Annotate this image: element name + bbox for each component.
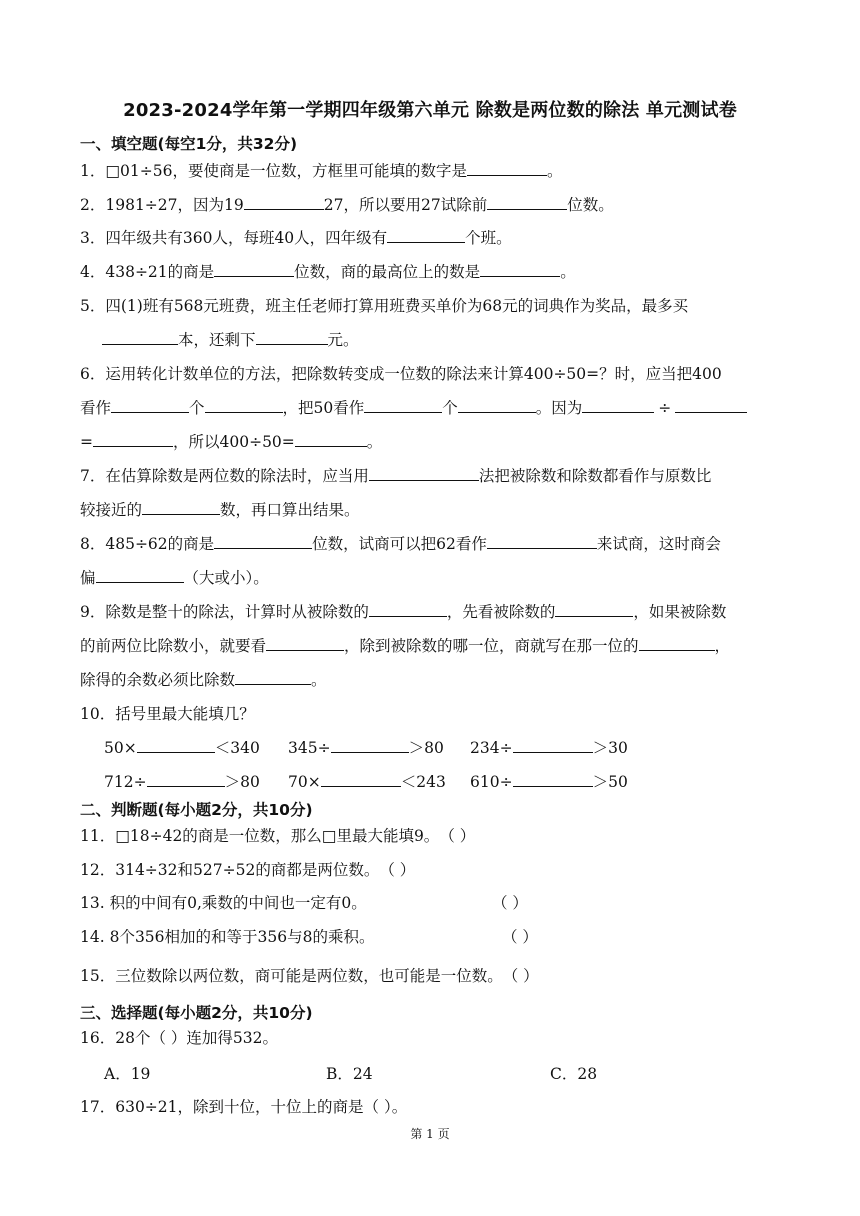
answer-paren[interactable]: （ ） bbox=[379, 861, 416, 879]
q9-text-b: ，先看被除数的 bbox=[446, 603, 556, 621]
q9-text-a: 9．除数是整十的除法，计算时从被除数的 bbox=[80, 603, 369, 621]
answer-blank[interactable] bbox=[295, 432, 367, 447]
answer-paren[interactable]: （ ） bbox=[439, 827, 476, 845]
question-6-line2 bbox=[80, 398, 747, 418]
question-9-line3 bbox=[80, 670, 327, 690]
section-heading-fill-in: 一、填空题(每空1分，共32分) bbox=[80, 135, 298, 153]
q10-row-1c bbox=[470, 738, 628, 758]
question-17 bbox=[80, 1097, 407, 1117]
answer-blank[interactable] bbox=[387, 228, 465, 243]
q15-text: 15．三位数除以两位数，商可能是两位数，也可能是一位数。 bbox=[80, 967, 503, 985]
answer-blank[interactable] bbox=[93, 432, 173, 447]
q4-text-b: 位数，商的最高位上的数是 bbox=[294, 263, 481, 281]
answer-blank[interactable] bbox=[147, 772, 225, 787]
q8-text-d: 偏 bbox=[80, 569, 96, 587]
question-2 bbox=[80, 195, 614, 215]
q10-expr: 70× bbox=[288, 773, 321, 791]
q10-row-2b bbox=[288, 772, 446, 792]
q13-text: 13. 积的中间有0,乘数的中间也一定有0。 bbox=[80, 894, 367, 912]
q10-compare: ＞80 bbox=[408, 739, 444, 757]
answer-blank[interactable] bbox=[266, 636, 344, 651]
q9-text-h: 。 bbox=[311, 671, 327, 689]
q3-text-a: 3．四年级共有360人，每班40人，四年级有 bbox=[80, 229, 388, 247]
answer-blank[interactable] bbox=[582, 398, 654, 413]
answer-blank[interactable] bbox=[142, 500, 220, 515]
q10-expr: 50× bbox=[104, 739, 137, 757]
question-6-line3 bbox=[80, 432, 382, 452]
q7-text-b: 法把被除数和除数都看作与原数比 bbox=[478, 467, 712, 485]
answer-blank[interactable] bbox=[96, 568, 184, 583]
answer-blank[interactable] bbox=[513, 772, 593, 787]
question-13 bbox=[80, 893, 367, 913]
q6-text-a: 6．运用转化计数单位的方法，把除数转变成一位数的除法来计算400÷50=？时，应当把400 bbox=[80, 365, 722, 383]
section-heading-true-false: 二、判断题(每小题2分，共10分) bbox=[80, 801, 313, 819]
question-8 bbox=[80, 534, 721, 554]
page-title: 2023-2024学年第一学期四年级第六单元 除数是两位数的除法 单元测试卷 bbox=[123, 100, 737, 121]
answer-blank[interactable] bbox=[111, 398, 189, 413]
q10-compare: ＜243 bbox=[400, 773, 446, 791]
q14-text: 14. 8个356相加的和等于356与8的乘积。 bbox=[80, 928, 375, 946]
answer-blank[interactable] bbox=[364, 398, 442, 413]
q6-text-e: 个 bbox=[442, 399, 458, 417]
question-3 bbox=[80, 228, 512, 248]
q3-text-b: 个班。 bbox=[465, 229, 512, 247]
answer-blank[interactable] bbox=[102, 330, 178, 345]
question-8-cont bbox=[80, 568, 269, 588]
answer-blank[interactable] bbox=[244, 195, 324, 210]
q6-text-j: 。 bbox=[366, 433, 383, 451]
answer-blank[interactable] bbox=[513, 738, 593, 753]
question-1 bbox=[80, 161, 562, 181]
q4-text-a: 4．438÷21的商是 bbox=[80, 263, 215, 281]
answer-blank[interactable] bbox=[214, 534, 312, 549]
answer-blank[interactable] bbox=[205, 398, 283, 413]
answer-blank[interactable] bbox=[555, 602, 633, 617]
answer-paren[interactable]: （ ） bbox=[502, 967, 539, 985]
answer-blank[interactable] bbox=[214, 262, 294, 277]
q10-expr: 234÷ bbox=[470, 739, 513, 757]
q2-text-a: 2．1981÷27，因为19 bbox=[80, 196, 244, 214]
q10-compare: ＞80 bbox=[224, 773, 260, 791]
q10-compare: ＞50 bbox=[592, 773, 628, 791]
question-12 bbox=[80, 860, 415, 880]
q6-text-b: 看作 bbox=[80, 399, 112, 417]
q6-text-f: 。因为 bbox=[535, 399, 583, 417]
question-7 bbox=[80, 466, 711, 486]
q10-expr: 345÷ bbox=[288, 739, 331, 757]
q6-text-h: = bbox=[80, 433, 93, 451]
answer-blank[interactable] bbox=[487, 534, 597, 549]
answer-blank[interactable] bbox=[639, 636, 715, 651]
answer-blank[interactable] bbox=[487, 195, 567, 210]
answer-blank[interactable] bbox=[256, 330, 328, 345]
q8-text-c: 来试商，这时商会 bbox=[596, 535, 721, 553]
q1-text: 1．□01÷56，要使商是一位数，方框里可能填的数字是 bbox=[80, 162, 467, 180]
q10-row-1 bbox=[104, 738, 260, 758]
page-number: 第 1 页 bbox=[410, 1127, 450, 1141]
q16-option-a[interactable]: A．19 bbox=[104, 1065, 151, 1083]
q10-compare: ＜340 bbox=[214, 739, 260, 757]
q9-text-f: ， bbox=[714, 637, 731, 655]
q16-text: 16．28个（ ）连加得532。 bbox=[80, 1029, 278, 1047]
q6-text-c: 个 bbox=[189, 399, 205, 417]
q9-text-d: 的前两位比除数小，就要看 bbox=[80, 637, 267, 655]
q14-paren-wrap bbox=[502, 927, 538, 947]
q7-text-c: 较接近的 bbox=[80, 501, 143, 519]
q7-text-a: 7．在估算除数是两位数的除法时，应当用 bbox=[80, 467, 369, 485]
q2-text-c: 位数。 bbox=[567, 196, 614, 214]
q17-text: 17．630÷21，除到十位，十位上的商是（ ）。 bbox=[80, 1098, 408, 1116]
q10-row-2c bbox=[470, 772, 628, 792]
q6-text-i: ，所以400÷50= bbox=[173, 433, 295, 451]
q10-compare: ＞30 bbox=[592, 739, 628, 757]
q11-text: 11．□18÷42的商是一位数，那么□里最大能填9。 bbox=[80, 827, 440, 845]
q16-option-c[interactable]: C．28 bbox=[550, 1065, 598, 1083]
q6-text-g: ÷ bbox=[658, 399, 672, 417]
q2-text-b: 27，所以要用27试除前 bbox=[323, 196, 488, 214]
question-9 bbox=[80, 602, 726, 622]
q6-text-d: ，把50看作 bbox=[282, 399, 365, 417]
question-9-line2 bbox=[80, 636, 730, 656]
answer-blank[interactable] bbox=[480, 262, 560, 277]
answer-blank[interactable] bbox=[137, 738, 215, 753]
question-6 bbox=[80, 364, 722, 384]
q5-text-c: 元。 bbox=[327, 331, 359, 349]
answer-blank[interactable] bbox=[321, 772, 401, 787]
q5-text-b: 本，还剩下 bbox=[178, 331, 256, 349]
q10-expr: 610÷ bbox=[470, 773, 513, 791]
q7-text-d: 数，再口算出结果。 bbox=[220, 501, 360, 519]
question-10 bbox=[80, 704, 255, 724]
answer-blank[interactable] bbox=[331, 738, 409, 753]
q1-end: 。 bbox=[546, 162, 563, 180]
q8-text-b: 位数，试商可以把62看作 bbox=[312, 535, 487, 553]
answer-blank[interactable] bbox=[369, 466, 479, 481]
answer-blank[interactable] bbox=[458, 398, 536, 413]
q9-text-g: 除得的余数必须比除数 bbox=[80, 671, 236, 689]
answer-blank[interactable] bbox=[369, 602, 447, 617]
q10-row-2 bbox=[104, 772, 260, 792]
question-7-cont bbox=[80, 500, 360, 520]
question-16 bbox=[80, 1028, 278, 1048]
q16-option-b[interactable]: B．24 bbox=[326, 1065, 373, 1083]
q10-row-1b bbox=[288, 738, 444, 758]
q4-text-c: 。 bbox=[560, 263, 576, 281]
answer-blank[interactable] bbox=[467, 161, 547, 176]
q8-text-e: （大或小）。 bbox=[183, 569, 269, 587]
question-5-cont bbox=[102, 330, 359, 350]
q9-text-c: ，如果被除数 bbox=[633, 603, 727, 621]
answer-paren[interactable]: （ ） bbox=[502, 928, 538, 946]
q13-paren-wrap bbox=[492, 893, 528, 913]
section-heading-multiple-choice: 三、选择题(每小题2分，共10分) bbox=[80, 1004, 313, 1022]
question-5 bbox=[80, 296, 688, 316]
question-14 bbox=[80, 927, 374, 947]
q8-text-a: 8．485÷62的商是 bbox=[80, 535, 215, 553]
q10-label: 10．括号里最大能填几？ bbox=[80, 705, 255, 723]
question-15 bbox=[80, 966, 539, 986]
q10-expr: 712÷ bbox=[104, 773, 147, 791]
question-11 bbox=[80, 826, 475, 846]
answer-blank[interactable] bbox=[235, 670, 311, 685]
q12-text: 12．314÷32和527÷52的商都是两位数。 bbox=[80, 861, 380, 879]
q5-text-a: 5．四(1)班有568元班费，班主任老师打算用班费买单价为68元的词典作为奖品，最多买 bbox=[80, 297, 689, 315]
q9-text-e: ，除到被除数的哪一位，商就写在那一位的 bbox=[344, 637, 639, 655]
answer-blank[interactable] bbox=[675, 398, 747, 413]
question-4 bbox=[80, 262, 576, 282]
answer-paren[interactable]: （ ） bbox=[492, 894, 528, 912]
